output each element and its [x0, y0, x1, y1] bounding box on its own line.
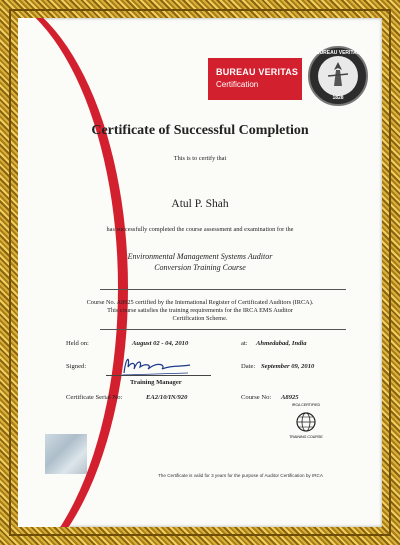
bureau-veritas-logo: [208, 58, 302, 100]
divider-top: [100, 289, 346, 290]
org-name: BUREAU VERITAS: [216, 67, 299, 77]
course-title-line1: Environmental Management Systems Auditor: [127, 252, 273, 261]
irca-globe-icon: [288, 403, 324, 439]
course-note-line1: Course No. A8925 certified by the International Register of Certificated Auditors (IRCA).: [86, 299, 314, 306]
serial-label: Certificate Serial No:: [66, 394, 123, 401]
at-label: at:: [241, 340, 248, 347]
certificate-paper: [18, 18, 382, 527]
signed-label: Signed:: [66, 363, 87, 370]
date-label: Date:: [241, 363, 256, 370]
certify-text: This is to certify that: [173, 155, 227, 162]
seal-top-text: BUREAU VERITAS: [315, 50, 361, 56]
seal-emblem: [318, 56, 358, 96]
course-note-line2: This course satisfies the training requirements for the IRCA EMS Auditor: [107, 307, 293, 314]
seal-year: 1828: [332, 95, 344, 101]
course-note-line3: Certification Scheme.: [172, 315, 228, 322]
certificate-title: Certificate of Successful Completion: [91, 123, 309, 138]
signer-role: Training Manager: [130, 379, 182, 386]
divider-bottom: [100, 329, 346, 330]
completed-text: has successfully completed the course assessment and examination for the: [106, 226, 294, 233]
hologram-sticker: [45, 434, 87, 474]
footer-note: The Certificate is valid for 3 years for the purpose of Auditor Certification by IRCA: [158, 473, 323, 478]
signature: [118, 353, 198, 377]
serial-value: EA2/10/IN/920: [146, 394, 188, 401]
date-value: September 09, 2010: [261, 363, 315, 370]
course-no-value: A8925: [281, 394, 299, 401]
held-on-value: August 02 - 04, 2010: [132, 340, 189, 347]
held-on-label: Held on:: [66, 340, 89, 347]
recipient-name: Atul P. Shah: [171, 198, 229, 210]
signature-line: [106, 375, 211, 376]
course-title-line2: Conversion Training Course: [154, 263, 246, 272]
org-sub: Certification: [216, 80, 259, 89]
at-value: Ahmedabad, India: [256, 340, 307, 347]
irca-label-top: IRCA CERTIFIED: [291, 403, 321, 407]
course-no-label: Course No:: [241, 394, 272, 401]
irca-label-bottom: TRAINING COURSE: [289, 435, 323, 439]
bureau-veritas-seal: [308, 46, 368, 106]
